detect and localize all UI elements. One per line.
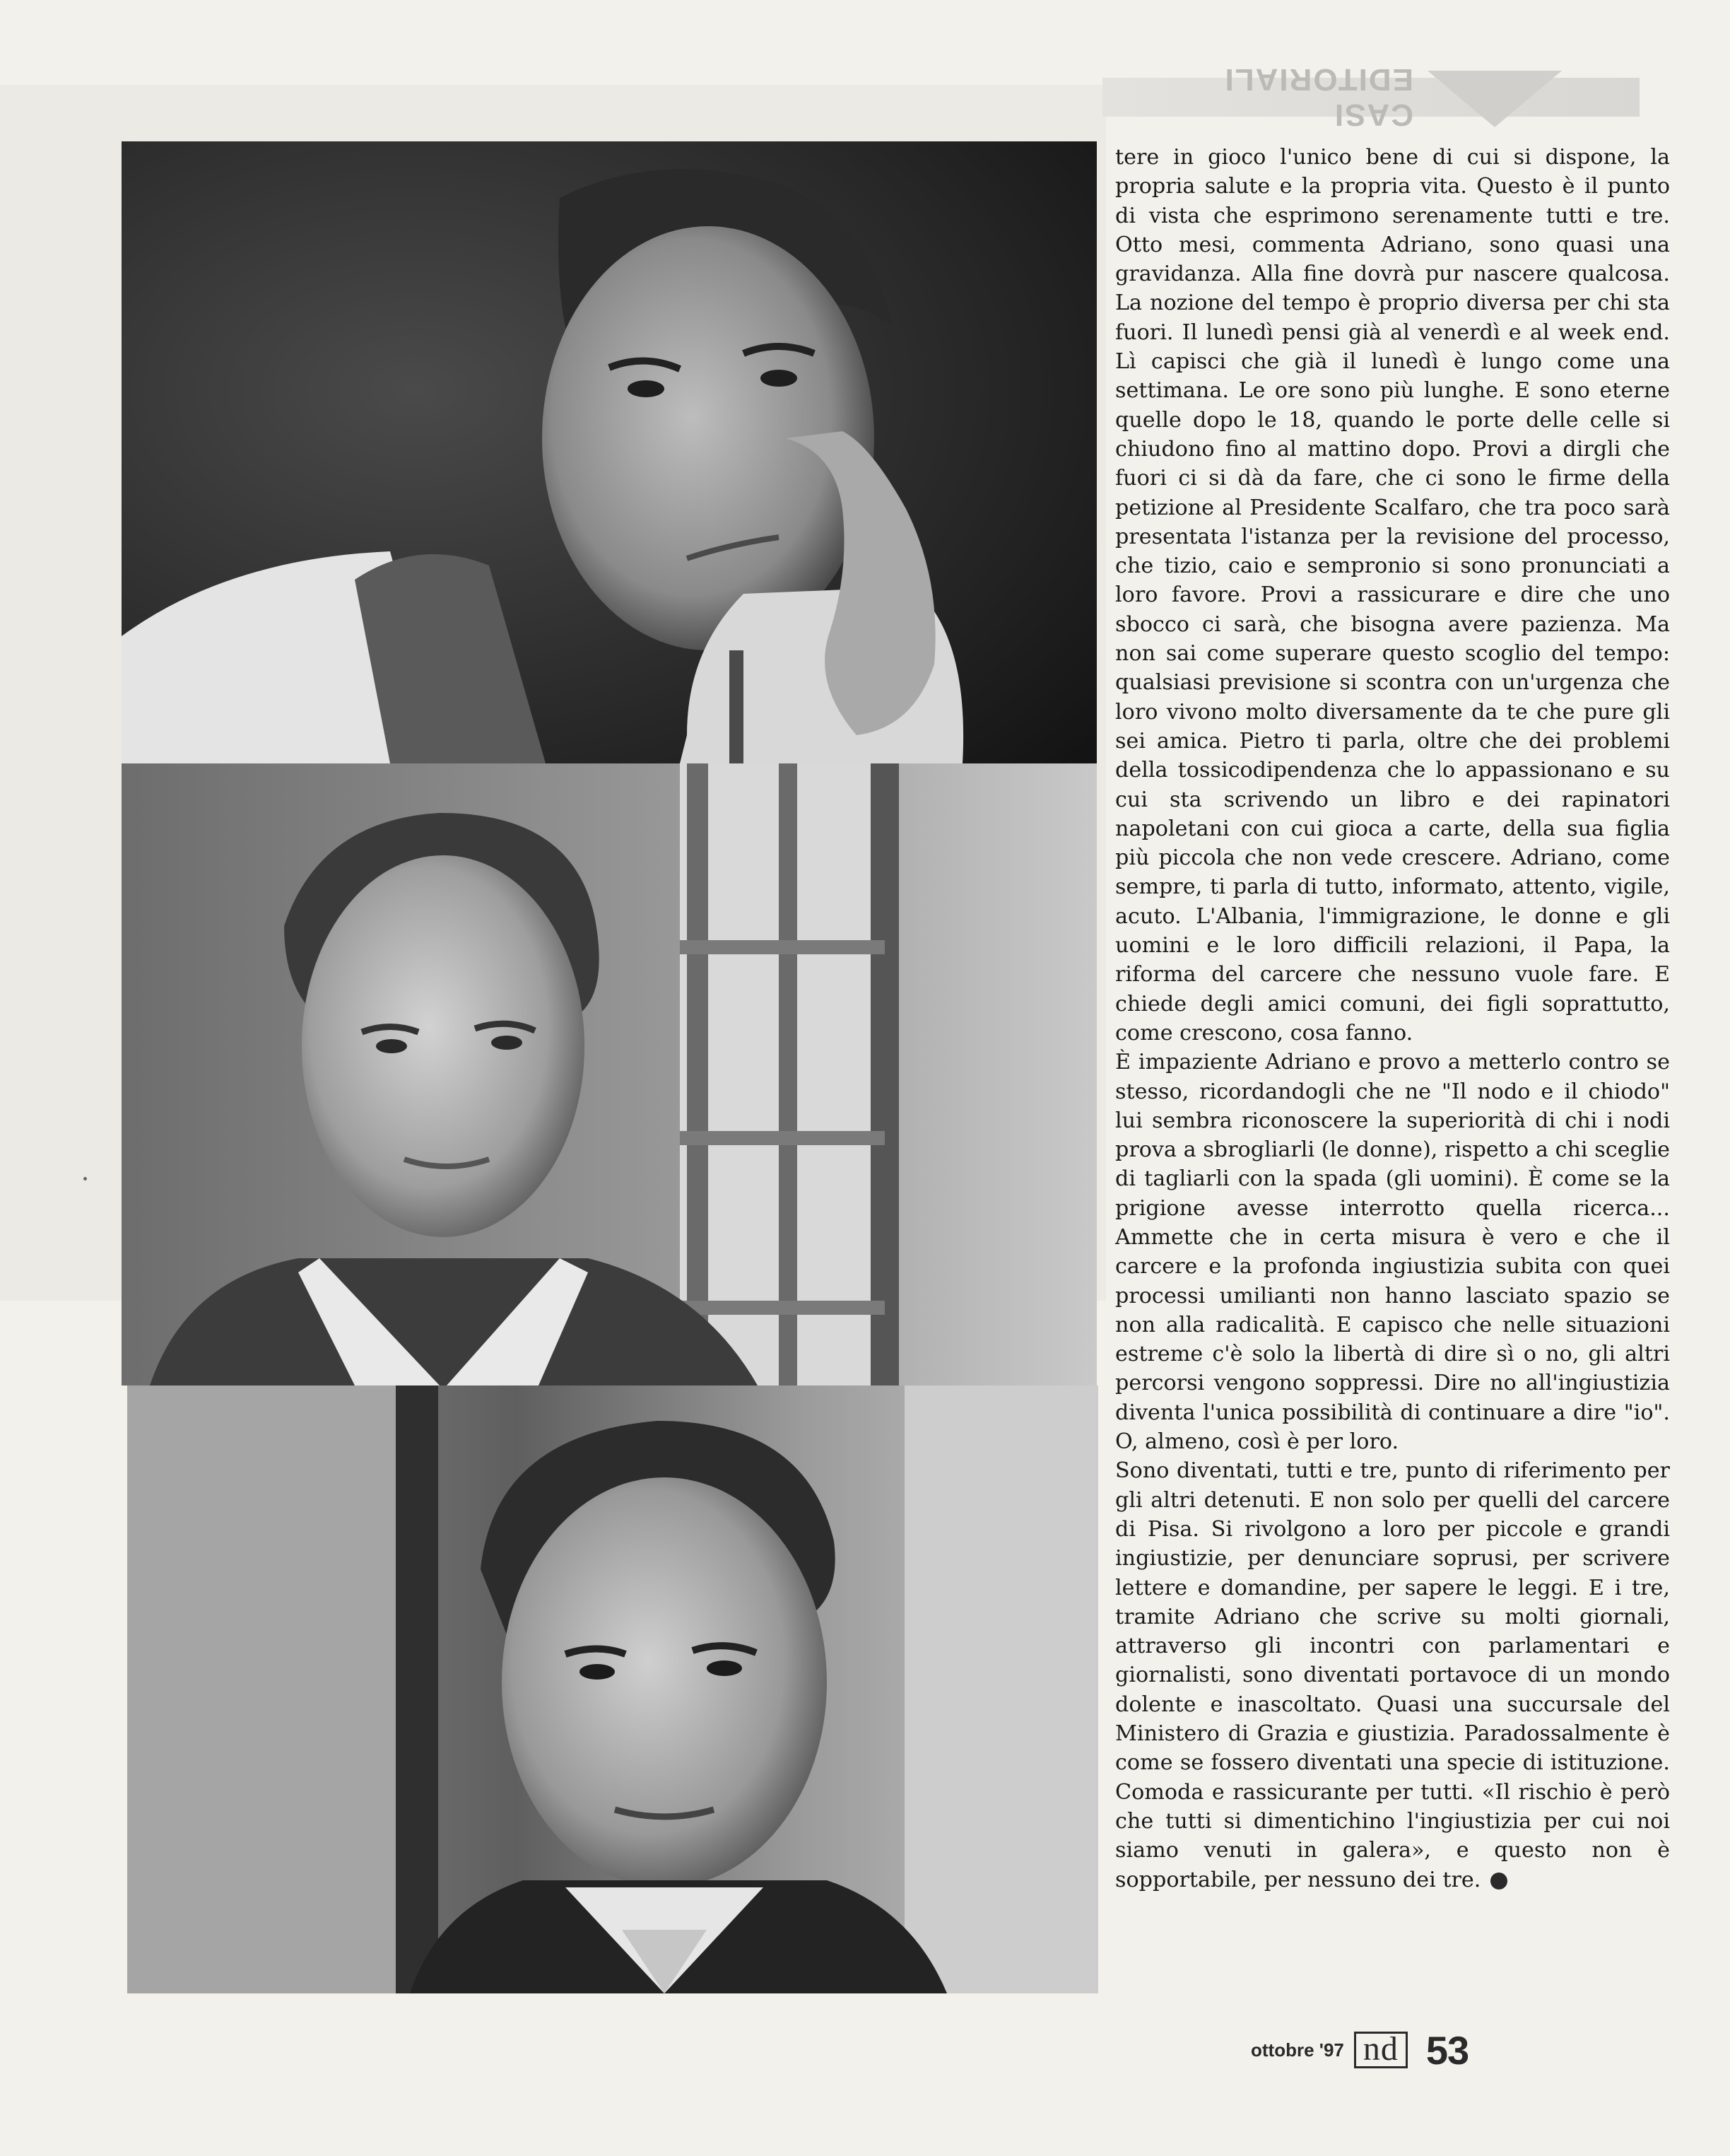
section-label: CASI EDITORIALI	[1223, 62, 1413, 133]
portrait-photo-3	[127, 1385, 1098, 1993]
portrait-photo-2	[122, 763, 1097, 1385]
article-paragraph-1: tere in gioco l'unico bene di cui si dispone, la propria salute e la propria vita. Questo è il punto di vista che esprimono serenamente tutti e tre. Otto mesi, commenta Adriano, sono quasi una gravidanza. Alla fine dovrà pur nascere qualcosa. La nozione del tempo è proprio diversa per chi sta fuori. Il lunedì pensi già al venerdì e al week end. Lì capisci che già il lunedì è lungo come una settimana. Le ore sono più lunghe. E sono eterne quelle dopo le 18, quando le porte delle celle si chiudono fino al mattino dopo. Provi a dirgli che fuori ci si dà da fare, che ci sono le firme della petizione al Presidente Scalfaro, che tra poco sarà presentata l'istanza per la revisione del processo, che tizio, caio e sempronio si sono pronunciati a loro favore. Provi a rassicurare e dire che uno sbocco ci sarà, che bisogna avere pazienza. Ma non sai come superare questo scoglio del tempo: qualsiasi previsione si scontra con un'urgenza che loro vivono molto diversamente da te che pure gli sei amica. Pietro ti parla, oltre che dei problemi della tossicodipendenza che lo appassionano e su cui sta scrivendo un libro e dei rapinatori napoletani con cui gioca a carte, della sua figlia più piccola che non vede crescere. Adriano, come sempre, ti parla di tutto, informato, attento, vigile, acuto. L'Albania, l'immigrazione, le donne e gli uomini e le loro difficili relazioni, il Papa, la riforma del carcere che nessuno vuole fare. E chiede degli amici comuni, dei figli soprattutto, come crescono, cosa fanno.	[1115, 145, 1670, 1045]
page-number: 53	[1425, 2027, 1469, 2073]
page-footer	[1251, 2025, 1469, 2075]
article-paragraph-3	[1115, 1456, 1670, 1894]
magazine-logo: nd	[1354, 2032, 1408, 2068]
article-paragraph-2: È impaziente Adriano e provo a metterlo contro se stesso, ricordandogli che ne "Il nodo e il chiodo" lui sembra riconoscere la superiorità di chi i nodi prova a sbrogliarli (le donne), rispetto a chi sceglie di tagliarli con la spada (gli uomini). È come se la prigione avesse interrotto quella ricerca... Ammette che in certa misura è vero e che il carcere e la profonda ingiustizia subita con quei processi umilianti non hanno lasciato spazio se non alla radicalità. E capisco che nelle situazioni estreme c'è solo la libertà di dire sì o no, gli altri percorsi vengono soppressi. Dire no all'ingiustizia diventa l'unica possibilità di continuare a dire "io". O, almeno, così è per loro.	[1115, 1050, 1670, 1455]
issue-date: ottobre '97	[1251, 2039, 1344, 2061]
article-paragraph-3-text: Sono diventati, tutti e tre, punto di riferimento per gli altri detenuti. E non solo per quelli del carcere di Pisa. Si rivolgono a loro per piccole e grandi ingiustizie, per denunciare soprusi, per scrivere lettere e domandine, per sapere le leggi. E i tre, tramite Adriano che scrive su molti giornali, attraverso gli incontri con parlamentari e giornalisti, sono diventati portavoce di un mondo dolente e inascoltato. Quasi una succursale del Ministero di Grazia e giustizia. Paradossalmente è come se fossero diventati una specie di istituzione. Comoda e rassicurante per tutti. «Il rischio è però che tutti si dimentichino l'ingiustizia per cui noi siamo venuti in galera», e questo non è sopportabile, per nessuno dei tre.	[1115, 1458, 1670, 1892]
article-body	[1115, 143, 1670, 1894]
scan-speck	[83, 1177, 87, 1180]
end-of-article-bullet	[1490, 1873, 1507, 1890]
portrait-photo-1	[122, 141, 1097, 763]
